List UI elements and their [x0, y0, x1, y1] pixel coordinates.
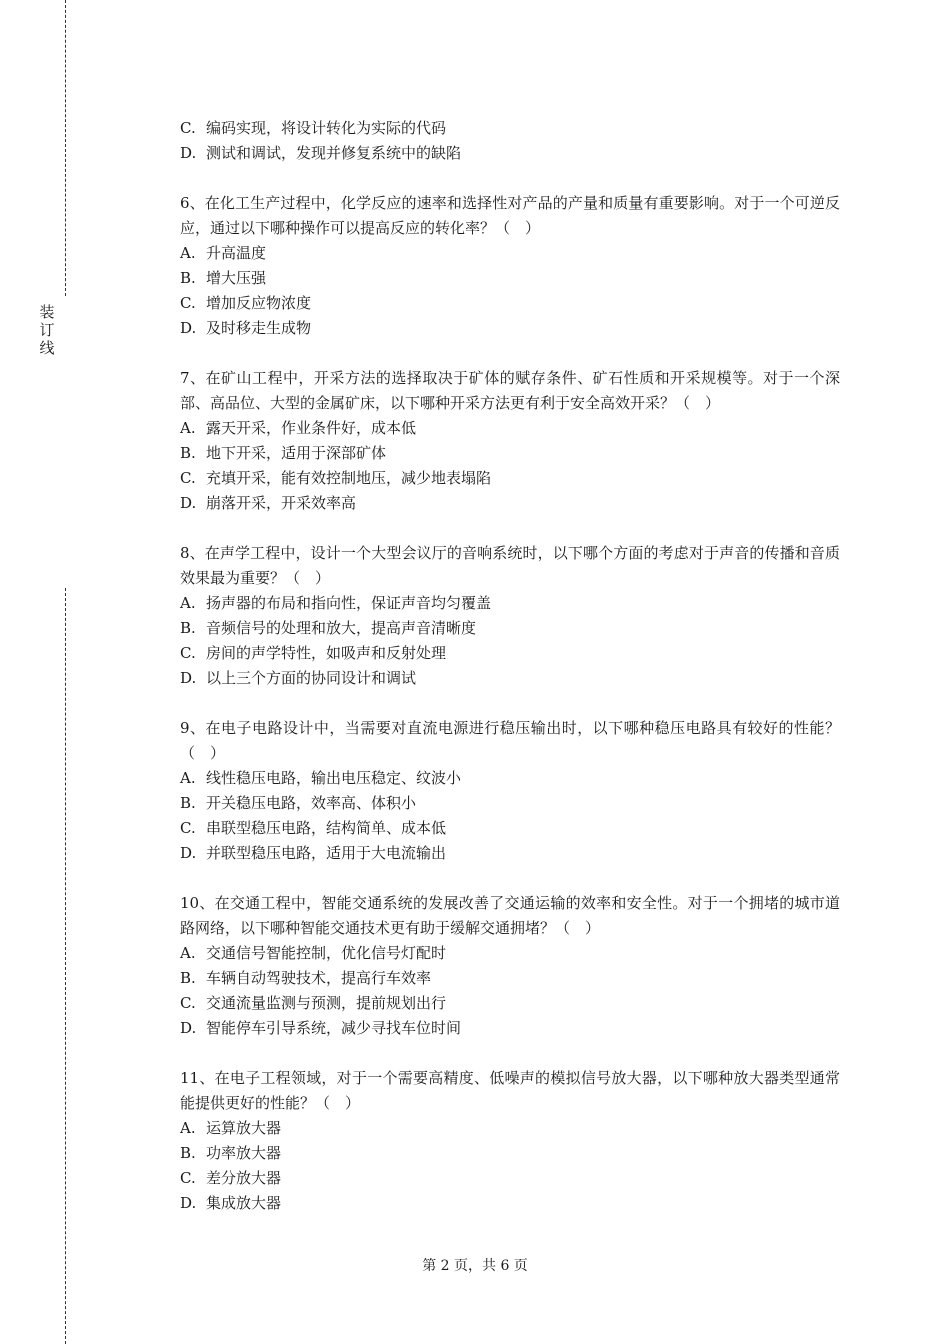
option-letter: D. — [180, 1019, 197, 1037]
option-text: 运算放大器 — [206, 1119, 282, 1137]
option-text: 车辆自动驾驶技术，提高行车效率 — [206, 969, 432, 987]
question-stem: 9、在电子电路设计中，当需要对直流电源进行稳压输出时，以下哪种稳压电路具有较好的性能？（ ） — [180, 719, 840, 762]
option-letter: D. — [180, 144, 197, 162]
option-text: 并联型稳压电路，适用于大电流输出 — [206, 844, 447, 862]
option-item — [180, 766, 840, 791]
option-text: 及时移走生成物 — [206, 319, 312, 337]
option-text: 差分放大器 — [206, 1169, 282, 1187]
option-item — [180, 266, 840, 291]
option-item — [180, 816, 840, 841]
page-content — [180, 116, 840, 1216]
option-letter: C. — [180, 994, 196, 1012]
question-stem: 10、在交通工程中，智能交通系统的发展改善了交通运输的效率和安全性。对于一个拥堵的城市道路网络，以下哪种智能交通技术更有助于缓解交通拥堵？（ ） — [180, 894, 840, 937]
option-text: 开关稳压电路，效率高、体积小 — [206, 794, 417, 812]
option-letter: A. — [180, 244, 196, 262]
option-item — [180, 941, 840, 966]
binding-label-char: 订 — [39, 321, 55, 339]
option-item — [180, 966, 840, 991]
option-item — [180, 416, 840, 441]
option-letter: A. — [180, 944, 196, 962]
option-text: 增大压强 — [206, 269, 267, 287]
option-letter: B. — [180, 444, 196, 462]
option-letter: D. — [180, 494, 197, 512]
question-stem: 11、在电子工程领域，对于一个需要高精度、低噪声的模拟信号放大器，以下哪种放大器类型通常能提供更好的性能？（ ） — [180, 1069, 840, 1112]
option-letter: C. — [180, 819, 196, 837]
question-11 — [180, 1066, 840, 1216]
option-item — [180, 841, 840, 866]
option-text: 音频信号的处理和放大，提高声音清晰度 — [206, 619, 477, 637]
option-letter: C. — [180, 1169, 196, 1187]
option-item — [180, 291, 840, 316]
option-text: 串联型稳压电路，结构简单、成本低 — [206, 819, 447, 837]
option-letter: A. — [180, 769, 196, 787]
option-text: 升高温度 — [206, 244, 267, 262]
question-8 — [180, 541, 840, 691]
option-item — [180, 466, 840, 491]
option-item — [180, 1191, 840, 1216]
option-letter: B. — [180, 1144, 196, 1162]
option-item — [180, 1141, 840, 1166]
option-letter: D. — [180, 669, 197, 687]
option-text: 功率放大器 — [206, 1144, 282, 1162]
option-item — [180, 241, 840, 266]
option-letter: B. — [180, 269, 196, 287]
option-text: 集成放大器 — [206, 1194, 282, 1212]
option-letter: C. — [180, 644, 196, 662]
option-text: 房间的声学特性，如吸声和反射处理 — [206, 644, 447, 662]
option-text: 充填开采，能有效控制地压，减少地表塌陷 — [206, 469, 492, 487]
binding-label — [37, 303, 57, 357]
option-text: 交通信号智能控制，优化信号灯配时 — [206, 944, 447, 962]
question-9 — [180, 716, 840, 866]
option-letter: A. — [180, 1119, 196, 1137]
option-text: 交通流量监测与预测，提前规划出行 — [206, 994, 447, 1012]
option-text: 智能停车引导系统，减少寻找车位时间 — [206, 1019, 462, 1037]
option-item — [180, 441, 840, 466]
option-item — [180, 1016, 840, 1041]
option-text: 地下开采，适用于深部矿体 — [206, 444, 387, 462]
option-item — [180, 1116, 840, 1141]
option-item — [180, 116, 840, 141]
option-item — [180, 316, 840, 341]
option-letter: A. — [180, 594, 196, 612]
option-item — [180, 591, 840, 616]
option-letter: B. — [180, 794, 196, 812]
continued-options — [180, 116, 840, 166]
option-text: 扬声器的布局和指向性，保证声音均匀覆盖 — [206, 594, 492, 612]
question-stem: 6、在化工生产过程中，化学反应的速率和选择性对产品的产量和质量有重要影响。对于一个可逆反应，通过以下哪种操作可以提高反应的转化率？（ ） — [180, 194, 840, 237]
option-item — [180, 991, 840, 1016]
option-text: 增加反应物浓度 — [206, 294, 312, 312]
option-letter: D. — [180, 844, 197, 862]
binding-label-char: 线 — [39, 339, 55, 357]
option-text: 编码实现，将设计转化为实际的代码 — [206, 119, 447, 137]
option-letter: B. — [180, 619, 196, 637]
question-6 — [180, 191, 840, 341]
option-item — [180, 791, 840, 816]
option-item — [180, 491, 840, 516]
option-text: 崩落开采，开采效率高 — [206, 494, 357, 512]
binding-dashed-line-top — [65, 0, 66, 296]
option-item — [180, 141, 840, 166]
option-item — [180, 641, 840, 666]
option-item — [180, 666, 840, 691]
option-letter: C. — [180, 294, 196, 312]
option-letter: C. — [180, 119, 196, 137]
question-stem: 7、在矿山工程中，开采方法的选择取决于矿体的赋存条件、矿石性质和开采规模等。对于一个深部、高品位、大型的金属矿床，以下哪种开采方法更有利于安全高效开采？（ ） — [180, 369, 840, 412]
option-letter: A. — [180, 419, 196, 437]
option-text: 测试和调试，发现并修复系统中的缺陷 — [206, 144, 462, 162]
option-text: 以上三个方面的协同设计和调试 — [206, 669, 417, 687]
binding-label-char: 装 — [39, 303, 55, 321]
page-number-footer: 第 2 页，共 6 页 — [422, 1258, 528, 1274]
question-7 — [180, 366, 840, 516]
binding-dashed-line-bottom — [65, 588, 66, 1344]
option-text: 露天开采，作业条件好，成本低 — [206, 419, 417, 437]
option-item — [180, 616, 840, 641]
option-item — [180, 1166, 840, 1191]
option-letter: B. — [180, 969, 196, 987]
option-letter: C. — [180, 469, 196, 487]
option-letter: D. — [180, 1194, 197, 1212]
question-10 — [180, 891, 840, 1041]
option-text: 线性稳压电路，输出电压稳定、纹波小 — [206, 769, 462, 787]
option-letter: D. — [180, 319, 197, 337]
question-stem: 8、在声学工程中，设计一个大型会议厅的音响系统时，以下哪个方面的考虑对于声音的传播和音质效果最为重要？（ ） — [180, 544, 840, 587]
